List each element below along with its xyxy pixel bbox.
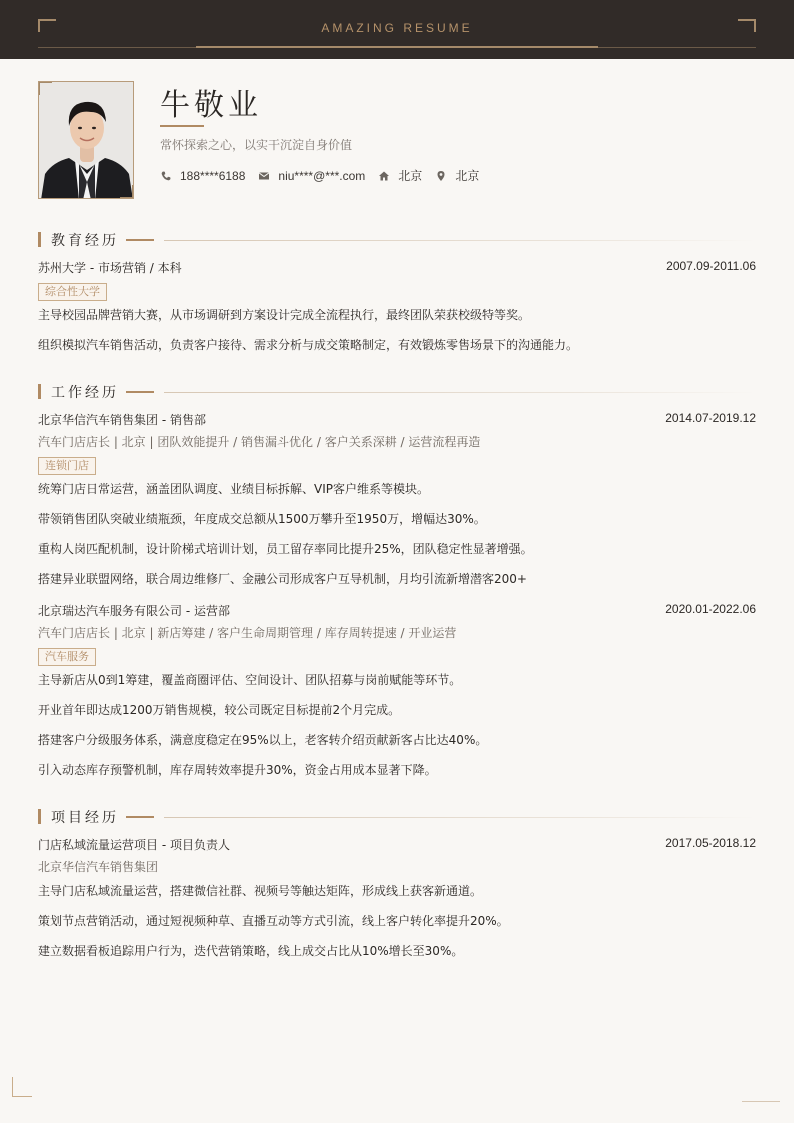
- contact-email: [258, 169, 365, 183]
- entry-line: 重构人岗匹配机制，设计阶梯式培训计划，员工留存率同比提升25%，团队稳定性显著增强。: [38, 542, 533, 556]
- contact-list: [160, 167, 492, 184]
- mail-icon: [258, 170, 270, 182]
- section-rule-short: [126, 816, 154, 818]
- page-rule-bottom-right: [742, 1101, 780, 1102]
- motto: 常怀探索之心，以实干沉淀自身价值: [160, 138, 353, 152]
- section-bar: [38, 809, 41, 824]
- section-title: 教育经历: [51, 233, 119, 249]
- photo-corner-top-left: [38, 81, 52, 95]
- section-title: 项目经历: [51, 810, 119, 826]
- entry-subtitle: 北京华信汽车销售集团: [38, 860, 159, 874]
- header-corner-right: [738, 19, 756, 32]
- entry-line: 带领销售团队突破业绩瓶颈，年度成交总额从1500万攀升至1950万，增幅达30%。: [38, 512, 486, 526]
- section-rule-long: [164, 240, 756, 241]
- section-title: 工作经历: [51, 385, 119, 401]
- header-rule-accent: [196, 46, 598, 48]
- location-pin-icon: [435, 170, 447, 182]
- email-address: niu****@***.com: [278, 168, 366, 183]
- contact-location: [435, 167, 479, 184]
- portrait-image: [39, 82, 134, 199]
- work-entry-header: [38, 411, 756, 428]
- section-bar: [38, 384, 41, 399]
- section-rule-short: [126, 239, 154, 241]
- entry-line: 引入动态库存预警机制，库存周转效率提升30%，资金占用成本显著下降。: [38, 763, 437, 777]
- entry-date: 2020.01-2022.06: [665, 602, 756, 616]
- photo-corner-bottom-right: [120, 185, 134, 199]
- phone-number: 188****6188: [180, 168, 246, 183]
- entry-subtitle: 汽车门店店长 | 北京 | 新店筹建 / 客户生命周期管理 / 库存周转提速 / 开业运营: [38, 626, 457, 640]
- brand-title: AMAZING RESUME: [321, 21, 473, 35]
- entry-line: 组织模拟汽车销售活动，负责客户接待、需求分析与成交策略制定，有效锻炼零售场景下的沟通能力。: [38, 338, 579, 352]
- phone-icon: [160, 170, 172, 182]
- work-entry-header: [38, 602, 756, 619]
- entry-date: 2017.05-2018.12: [665, 836, 756, 850]
- entry-date: 2014.07-2019.12: [665, 411, 756, 425]
- home-icon: [378, 170, 390, 182]
- entry-tag: 汽车服务: [38, 648, 96, 666]
- entry-tag: 综合性大学: [38, 283, 107, 301]
- hometown: 北京: [398, 169, 423, 183]
- entry-line: 搭建异业联盟网络，联合周边维修厂、金融公司形成客户互导机制，月均引流新增潜客200+: [38, 572, 527, 586]
- entry-line: 策划节点营销活动，通过短视频种草、直播互动等方式引流，线上客户转化率提升20%。: [38, 914, 509, 928]
- section-header-project: [38, 809, 756, 825]
- person-name: 牛敬业: [160, 88, 262, 123]
- contact-phone: [160, 169, 245, 183]
- entry-subtitle: 汽车门店店长 | 北京 | 团队效能提升 / 销售漏斗优化 / 客户关系深耕 / 运营流程再造: [38, 435, 481, 449]
- header-band: [0, 0, 794, 59]
- entry-line: 主导门店私域流量运营，搭建微信社群、视频号等触达矩阵，形成线上获客新通道。: [38, 884, 483, 898]
- entry-line: 主导新店从0到1筹建，覆盖商圈评估、空间设计、团队招募与岗前赋能等环节。: [38, 673, 462, 687]
- contact-hometown: [378, 167, 422, 184]
- entry-line: 建立数据看板追踪用户行为，迭代营销策略，线上成交占比从10%增长至30%。: [38, 944, 464, 958]
- name-underline: [160, 125, 204, 127]
- entry-title: 门店私域流量运营项目 - 项目负责人: [38, 838, 230, 852]
- entry-line: 开业首年即达成1200万销售规模，较公司既定目标提前2个月完成。: [38, 703, 401, 717]
- location: 北京: [455, 169, 480, 183]
- entry-title: 苏州大学 - 市场营销 / 本科: [38, 261, 182, 275]
- entry-date: 2007.09-2011.06: [666, 259, 756, 273]
- entry-line: 搭建客户分级服务体系，满意度稳定在95%以上，老客转介绍贡献新客占比达40%。: [38, 733, 488, 747]
- section-rule-short: [126, 391, 154, 393]
- project-entry-header: [38, 836, 756, 853]
- section-header-education: [38, 232, 756, 248]
- entry-title: 北京瑞达汽车服务有限公司 - 运营部: [38, 604, 230, 618]
- work-tag-row: [38, 454, 756, 475]
- page-corner-bottom-left: [12, 1077, 32, 1097]
- profile-photo: [38, 81, 134, 199]
- entry-line: 主导校园品牌营销大赛，从市场调研到方案设计完成全流程执行，最终团队荣获校级特等奖。: [38, 308, 531, 322]
- entry-line: 统筹门店日常运营，涵盖团队调度、业绩目标拆解、VIP客户维系等模块。: [38, 482, 429, 496]
- section-header-work: [38, 384, 756, 400]
- education-tag-row: [38, 280, 756, 301]
- section-bar: [38, 232, 41, 247]
- entry-title: 北京华信汽车销售集团 - 销售部: [38, 413, 206, 427]
- entry-tag: 连锁门店: [38, 457, 96, 475]
- section-rule-long: [164, 817, 756, 818]
- education-entry-header: [38, 259, 756, 276]
- section-rule-long: [164, 392, 756, 393]
- work-tag-row: [38, 645, 756, 666]
